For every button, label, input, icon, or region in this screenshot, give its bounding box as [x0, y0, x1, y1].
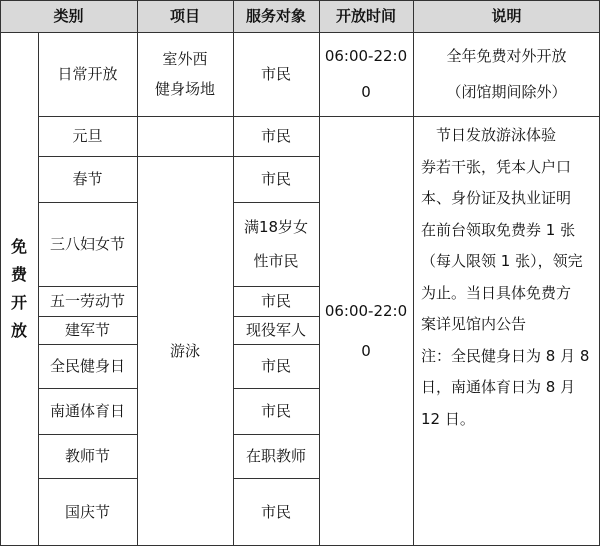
- border-line: [413, 0, 414, 546]
- target-line: 性市民: [253, 252, 299, 270]
- target-cell: 市民: [260, 402, 291, 420]
- target-cell: 市民: [260, 503, 291, 521]
- border-line: [38, 316, 137, 317]
- note-cell: [413, 32, 600, 116]
- border-line: [233, 156, 319, 157]
- target-cell: 市民: [260, 170, 291, 188]
- event-cell: 元旦: [72, 127, 103, 145]
- note-line: 本、身份证及执业证明: [421, 189, 572, 207]
- note-line: 全年免费对外开放: [446, 47, 567, 65]
- border-line: [233, 344, 319, 345]
- border-line: [319, 0, 320, 546]
- item-outdoor: [137, 32, 233, 116]
- time-cell: [319, 32, 413, 116]
- item-line: 室外西: [162, 50, 208, 68]
- border-line: [0, 0, 600, 1]
- target-cell: 市民: [260, 65, 291, 83]
- time-cell: [319, 116, 413, 546]
- border-line: [38, 286, 137, 287]
- header-item: 项目: [137, 0, 233, 32]
- border-line: [233, 316, 319, 317]
- event-cell: 教师节: [64, 447, 110, 465]
- border-line: [233, 478, 319, 479]
- border-line: [38, 156, 137, 157]
- target-cell: 市民: [260, 127, 291, 145]
- note-line: 日，南通体育日为 8 月: [421, 378, 576, 396]
- border-line: [233, 286, 319, 287]
- note-line: 案详见馆内公告: [421, 315, 527, 333]
- note-cell: [413, 116, 600, 546]
- item-swimming: 游泳: [169, 342, 200, 360]
- category-char: 费: [10, 265, 27, 284]
- note-line: （闭馆期间除外）: [446, 83, 567, 101]
- note-line: 在前台领取免费券 1 张: [421, 220, 576, 239]
- note-line: 节日发放游泳体验: [421, 126, 557, 144]
- event-cell: 五一劳动节: [49, 292, 125, 310]
- target-cell: 在职教师: [245, 447, 306, 465]
- border-line: [0, 0, 1, 546]
- category-cell: [0, 32, 38, 546]
- border-line: [233, 0, 234, 546]
- target-cell: 市民: [260, 357, 291, 375]
- note-line: 注：全民健身日为 8 月 8: [421, 346, 590, 365]
- category-char: 开: [10, 293, 27, 312]
- event-cell: 国庆节: [64, 503, 110, 521]
- time-line: 06:00-22:0: [324, 47, 408, 65]
- target-cell: 现役军人: [245, 321, 306, 339]
- border-line: [38, 388, 137, 389]
- border-line: [0, 32, 600, 33]
- item-line: 健身场地: [154, 80, 215, 98]
- event-cell: 春节: [72, 170, 103, 188]
- header-note: 说明: [413, 0, 600, 32]
- event-cell: 南通体育日: [49, 402, 125, 420]
- border-line: [233, 388, 319, 389]
- border-line: [38, 344, 137, 345]
- border-line: [38, 434, 137, 435]
- header-time: 开放时间: [319, 0, 413, 32]
- event-cell: 全民健身日: [49, 357, 125, 375]
- header-category: 类别: [0, 0, 137, 32]
- border-line: [38, 202, 137, 203]
- time-line: 06:00-22:0: [324, 302, 408, 320]
- note-text: [421, 120, 589, 435]
- time-line: 0: [361, 342, 371, 360]
- note-line: 12 日。: [421, 409, 475, 428]
- event-cell: 三八妇女节: [49, 235, 125, 253]
- border-line: [137, 0, 138, 546]
- event-cell: 建军节: [64, 321, 110, 339]
- header-target: 服务对象: [233, 0, 319, 32]
- time-line: 0: [361, 83, 371, 101]
- note-line: 券若干张，凭本人户口: [421, 157, 572, 176]
- category-char: 免: [10, 237, 27, 256]
- event-cell: 日常开放: [57, 65, 118, 83]
- border-line: [137, 156, 233, 157]
- category-char: 放: [10, 321, 27, 340]
- border-line: [38, 32, 39, 546]
- border-line: [233, 434, 319, 435]
- border-line: [38, 116, 600, 117]
- note-line: （每人限领 1 张），领完: [421, 252, 583, 270]
- target-cell: [233, 202, 319, 286]
- border-line: [38, 478, 137, 479]
- note-line: 为止。当日具体免费方: [421, 283, 572, 302]
- target-cell: 市民: [260, 292, 291, 310]
- border-line: [233, 202, 319, 203]
- target-line: 满18岁女: [243, 218, 309, 236]
